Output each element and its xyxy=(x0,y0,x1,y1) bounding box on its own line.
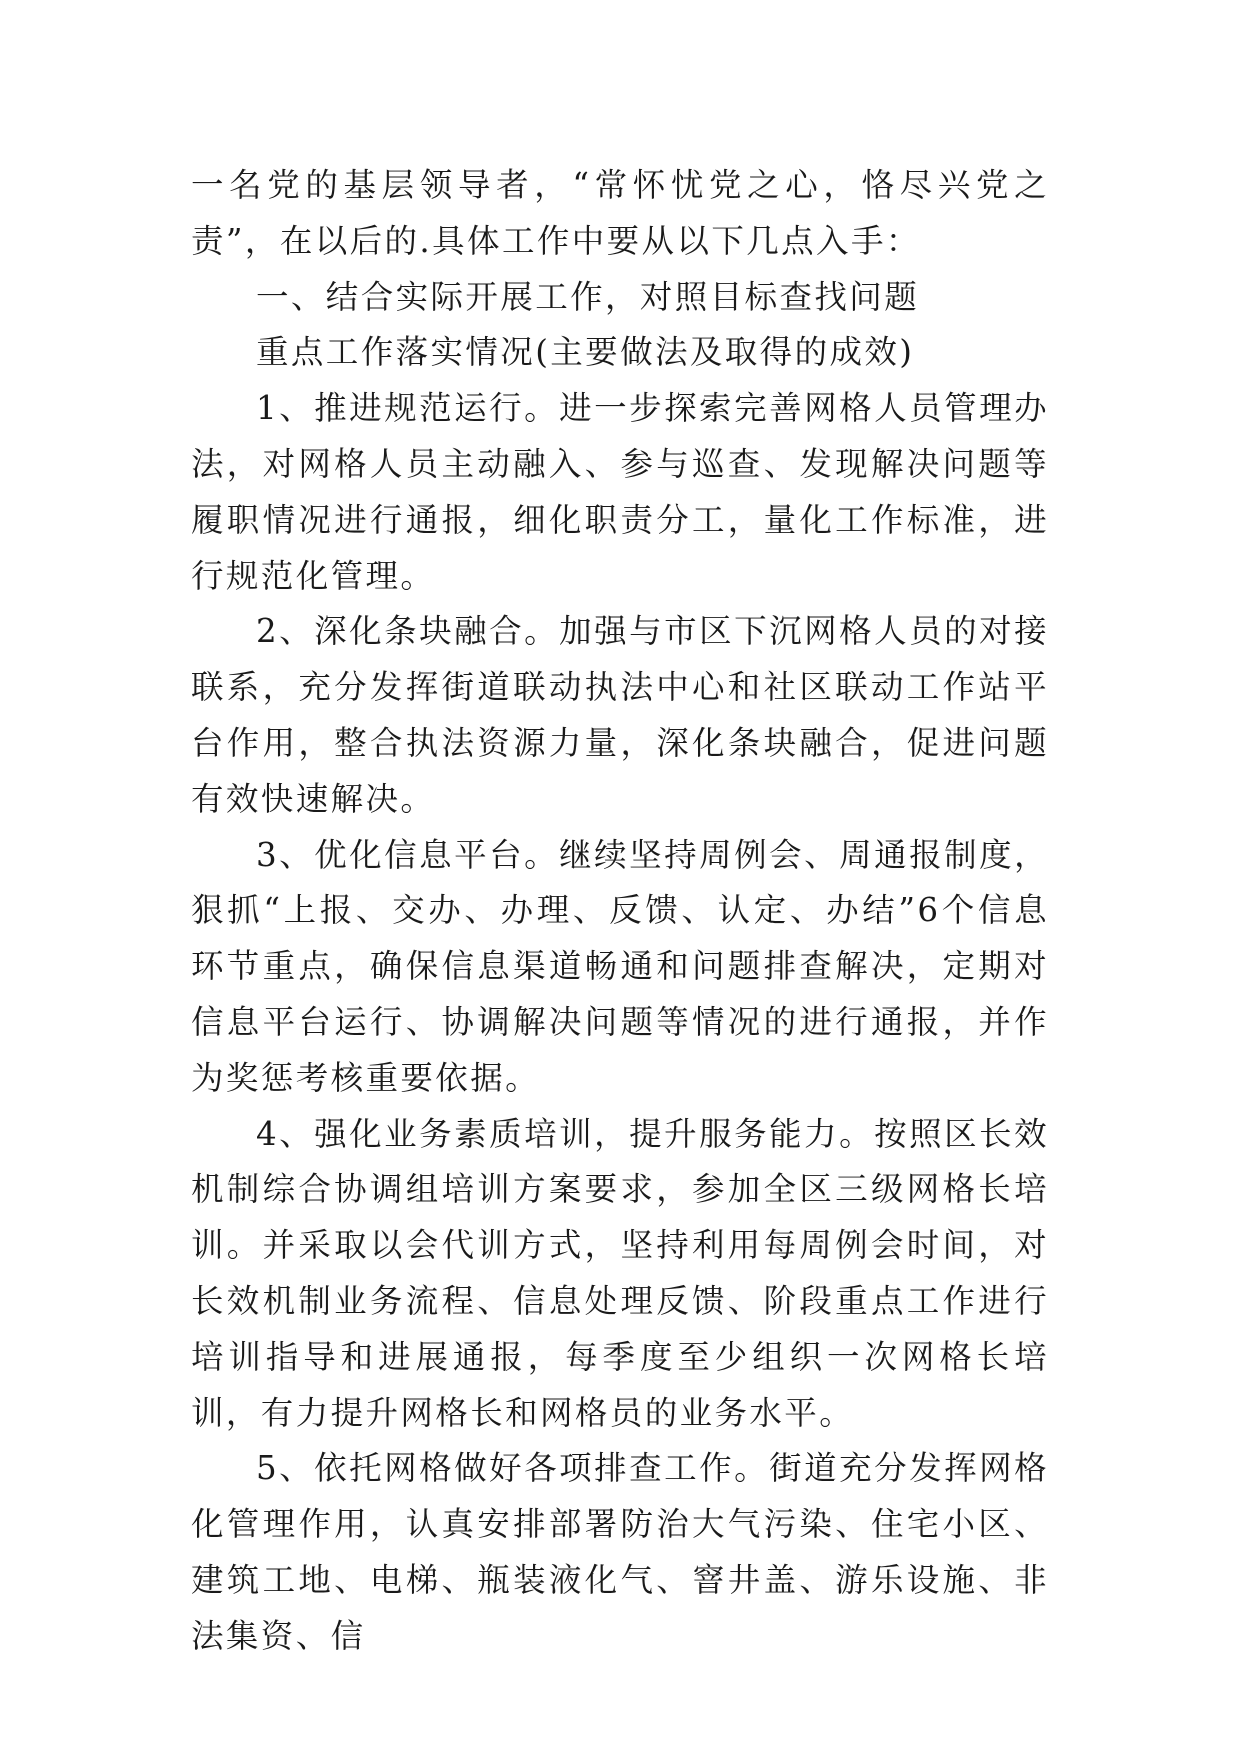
paragraph-intro: 一名党的基层领导者，“常怀忧党之心，恪尽兴党之责”，在以后的.具体工作中要从以下几点入手： xyxy=(191,166,1049,260)
paragraph-item-5: 5、依托网格做好各项排查工作。街道充分发挥网格化管理作用，认真安排部署防治大气污染、住宅小区、建筑工地、电梯、瓶装液化气、窨井盖、游乐设施、非法集资、信 xyxy=(191,1449,1049,1655)
section-heading-1: 一、结合实际开展工作，对照目标查找问题 xyxy=(256,277,920,316)
paragraph-item-3: 3、优化信息平台。继续坚持周例会、周通报制度，狠抓“上报、交办、办理、反馈、认定、办结”6个信息环节重点，确保信息渠道畅通和问题排查解决，定期对信息平台运行、协调解决问题等情况的进行通报，并作为奖惩考核重要依据。 xyxy=(191,835,1049,1097)
paragraph-item-4: 4、强化业务素质培训，提升服务能力。按照区长效机制综合协调组培训方案要求，参加全区三级网格长培训。并采取以会代训方式，坚持利用每周例会时间，对长效机制业务流程、信息处理反馈、阶段重点工作进行培训指导和进展通报，每季度至少组织一次网格长培训，有力提升网格长和网格员的业务水平。 xyxy=(191,1114,1049,1432)
subheading-key-work: 重点工作落实情况(主要做法及取得的成效) xyxy=(256,333,915,372)
paragraph-item-2: 2、深化条块融合。加强与市区下沉网格人员的对接联系，充分发挥街道联动执法中心和社区联动工作站平台作用，整合执法资源力量，深化条块融合，促进问题有效快速解决。 xyxy=(191,612,1049,818)
document-body xyxy=(191,158,1049,1665)
paragraph-item-1: 1、推进规范运行。进一步探索完善网格人员管理办法，对网格人员主动融入、参与巡查、发现解决问题等履职情况进行通报，细化职责分工，量化工作标准，进行规范化管理。 xyxy=(191,389,1049,595)
